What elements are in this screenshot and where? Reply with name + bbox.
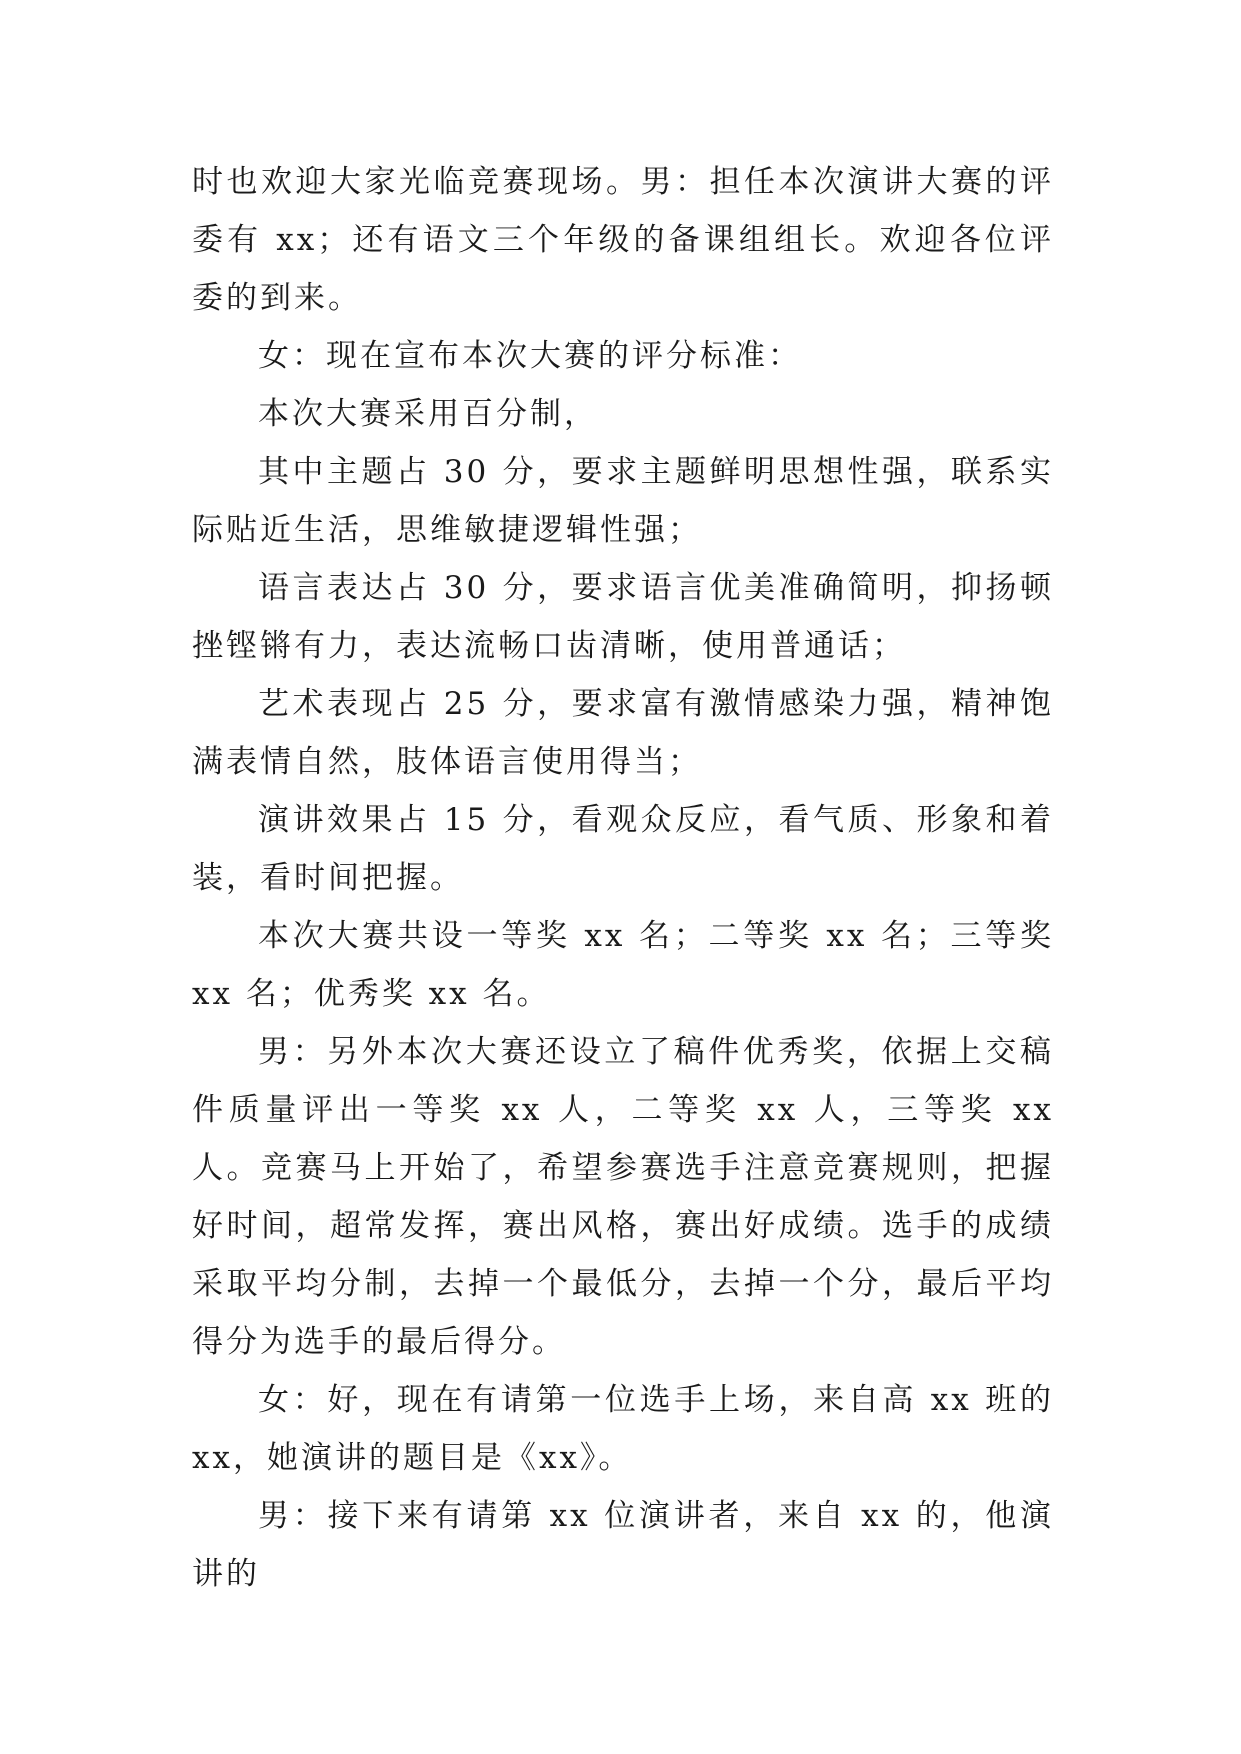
paragraph-effect-criteria: 演讲效果占 15 分，看观众反应，看气质、形象和着装，看时间把握。: [192, 802, 1054, 896]
paragraph-scoring-announcement: 女：现在宣布本次大赛的评分标准：: [258, 338, 802, 374]
paragraph-next-contestant: 男：接下来有请第 xx 位演讲者，来自 xx 的，他演讲的: [192, 1498, 1054, 1592]
paragraph-judges: 时也欢迎大家光临竞赛现场。男：担任本次演讲大赛的评委有 xx；还有语文三个年级的备课组组长。欢迎各位评委的到来。: [192, 164, 1054, 316]
paragraph-percentage-system: 本次大赛采用百分制，: [258, 396, 598, 432]
paragraph-first-contestant: 女：好，现在有请第一位选手上场，来自高 xx 班的 xx，她演讲的题目是《xx》。: [192, 1382, 1054, 1476]
paragraph-awards: 本次大赛共设一等奖 xx 名；二等奖 xx 名；三等奖 xx 名；优秀奖 xx 名。: [192, 918, 1054, 1012]
paragraph-theme-criteria: 其中主题占 30 分，要求主题鲜明思想性强，联系实际贴近生活，思维敏捷逻辑性强；: [192, 454, 1054, 548]
paragraph-language-criteria: 语言表达占 30 分，要求语言优美准确简明，抑扬顿挫铿锵有力，表达流畅口齿清晰，使用普通话；: [192, 570, 1054, 664]
paragraph-artistic-criteria: 艺术表现占 25 分，要求富有激情感染力强，精神饱满表情自然，肢体语言使用得当；: [192, 686, 1054, 780]
document-body: [192, 153, 1054, 1603]
paragraph-manuscript-award: 男：另外本次大赛还设立了稿件优秀奖，依据上交稿件质量评出一等奖 xx 人，二等奖 xx 人，三等奖 xx 人。竞赛马上开始了，希望参赛选手注意竞赛规则，把握好时间，超常发挥，赛出风格，赛出好成绩。选手的成绩采取平均分制，去掉一个最低分，去掉一个分，最后平均得分为选手的最后得分。: [192, 1034, 1054, 1360]
